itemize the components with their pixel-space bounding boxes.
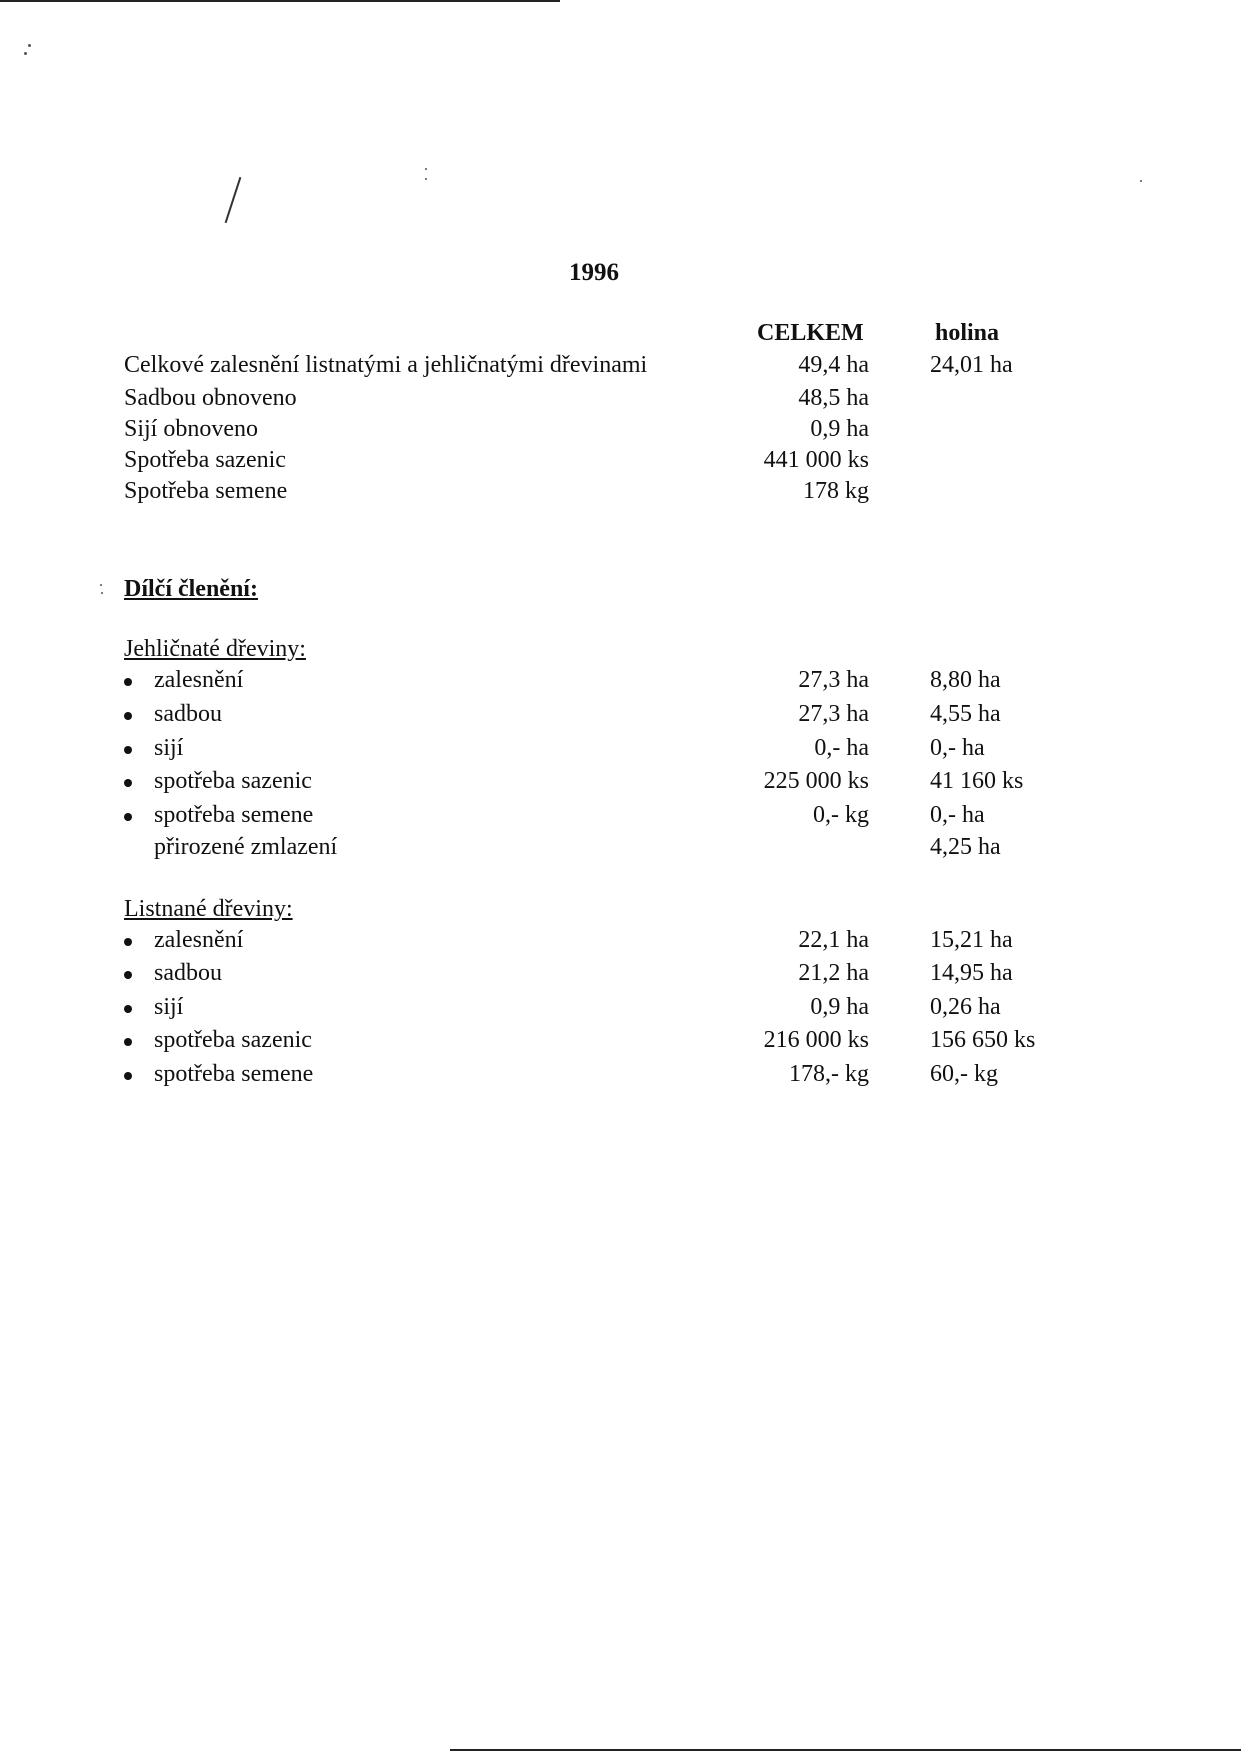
bullet-icon — [124, 938, 132, 946]
table-row — [0, 416, 1241, 446]
bullet-icon — [124, 1005, 132, 1013]
item-holina: 14,95 ha — [930, 960, 1013, 986]
list-item — [0, 834, 1241, 864]
list-item — [0, 667, 1241, 697]
item-holina: 41 160 ks — [930, 768, 1024, 794]
list-item — [0, 1061, 1241, 1091]
table-row — [0, 385, 1241, 415]
item-label: sadbou — [154, 701, 222, 727]
item-label: sijí — [154, 994, 184, 1020]
row-total: 441 000 ks — [763, 447, 869, 473]
item-holina: 0,26 ha — [930, 994, 1001, 1020]
item-total: 0,9 ha — [810, 994, 869, 1020]
scan-speck — [425, 178, 427, 180]
row-total: 48,5 ha — [798, 385, 869, 411]
row-total: 0,9 ha — [810, 416, 869, 442]
table-row — [0, 352, 1241, 382]
item-total: 22,1 ha — [798, 927, 869, 953]
scan-speck — [101, 592, 103, 594]
scan-speck — [425, 168, 427, 170]
row-label: Sijí obnoveno — [124, 416, 259, 442]
item-total: 0,- ha — [814, 735, 869, 761]
row-total: 49,4 ha — [798, 352, 869, 378]
column-header-holina: holina — [935, 320, 1000, 346]
list-item — [0, 1027, 1241, 1057]
item-total: 216 000 ks — [763, 1027, 869, 1053]
top-scan-edge — [0, 0, 560, 2]
item-label: zalesnění — [154, 927, 244, 953]
scan-speck — [28, 44, 31, 47]
group-title-broadleaves: Listnané dřeviny: — [124, 896, 293, 922]
list-item — [0, 768, 1241, 798]
row-total: 178 kg — [803, 478, 869, 504]
bullet-icon — [124, 1038, 132, 1046]
bullet-icon — [124, 678, 132, 686]
list-item — [0, 994, 1241, 1024]
list-item — [0, 802, 1241, 832]
column-header-total: CELKEM — [757, 320, 864, 346]
item-label: sijí — [154, 735, 184, 761]
item-holina: 8,80 ha — [930, 667, 1001, 693]
item-label: spotřeba sazenic — [154, 768, 312, 794]
scan-speck — [24, 52, 27, 55]
list-item — [0, 701, 1241, 731]
row-label: Spotřeba semene — [124, 478, 288, 504]
item-total: 21,2 ha — [798, 960, 869, 986]
row-holina: 24,01 ha — [930, 352, 1013, 378]
item-label: přirozené zmlazení — [154, 834, 338, 860]
bullet-icon — [124, 746, 132, 754]
scan-mark — [225, 177, 242, 223]
item-holina: 60,- kg — [930, 1061, 998, 1087]
item-label: sadbou — [154, 960, 222, 986]
item-holina: 0,- ha — [930, 802, 985, 828]
item-total: 0,- kg — [813, 802, 869, 828]
item-total: 27,3 ha — [798, 701, 869, 727]
table-row — [0, 447, 1241, 477]
item-holina: 0,- ha — [930, 735, 985, 761]
row-label: Sadbou obnoveno — [124, 385, 297, 411]
document-year: 1996 — [569, 259, 619, 286]
list-item — [0, 927, 1241, 957]
section-title: Dílčí členění: — [124, 576, 258, 602]
item-holina: 4,55 ha — [930, 701, 1001, 727]
group-title-conifers: Jehličnaté dřeviny: — [124, 636, 306, 662]
item-label: spotřeba semene — [154, 802, 314, 828]
item-label: spotřeba semene — [154, 1061, 314, 1087]
bullet-icon — [124, 779, 132, 787]
bottom-scan-edge — [450, 1749, 1241, 1751]
list-item — [0, 960, 1241, 990]
table-row — [0, 478, 1241, 508]
row-label: Celkové zalesnění listnatými a jehličnatými dřevinami — [124, 352, 648, 378]
item-holina: 15,21 ha — [930, 927, 1013, 953]
scan-speck — [100, 584, 102, 586]
bullet-icon — [124, 1072, 132, 1080]
item-total: 27,3 ha — [798, 667, 869, 693]
bullet-icon — [124, 971, 132, 979]
item-total: 178,- kg — [789, 1061, 869, 1087]
bullet-icon — [124, 813, 132, 821]
scan-speck — [1140, 180, 1142, 182]
item-holina: 4,25 ha — [930, 834, 1001, 860]
row-label: Spotřeba sazenic — [124, 447, 286, 473]
item-label: spotřeba sazenic — [154, 1027, 312, 1053]
item-holina: 156 650 ks — [930, 1027, 1036, 1053]
item-label: zalesnění — [154, 667, 244, 693]
bullet-icon — [124, 712, 132, 720]
list-item — [0, 735, 1241, 765]
item-total: 225 000 ks — [763, 768, 869, 794]
